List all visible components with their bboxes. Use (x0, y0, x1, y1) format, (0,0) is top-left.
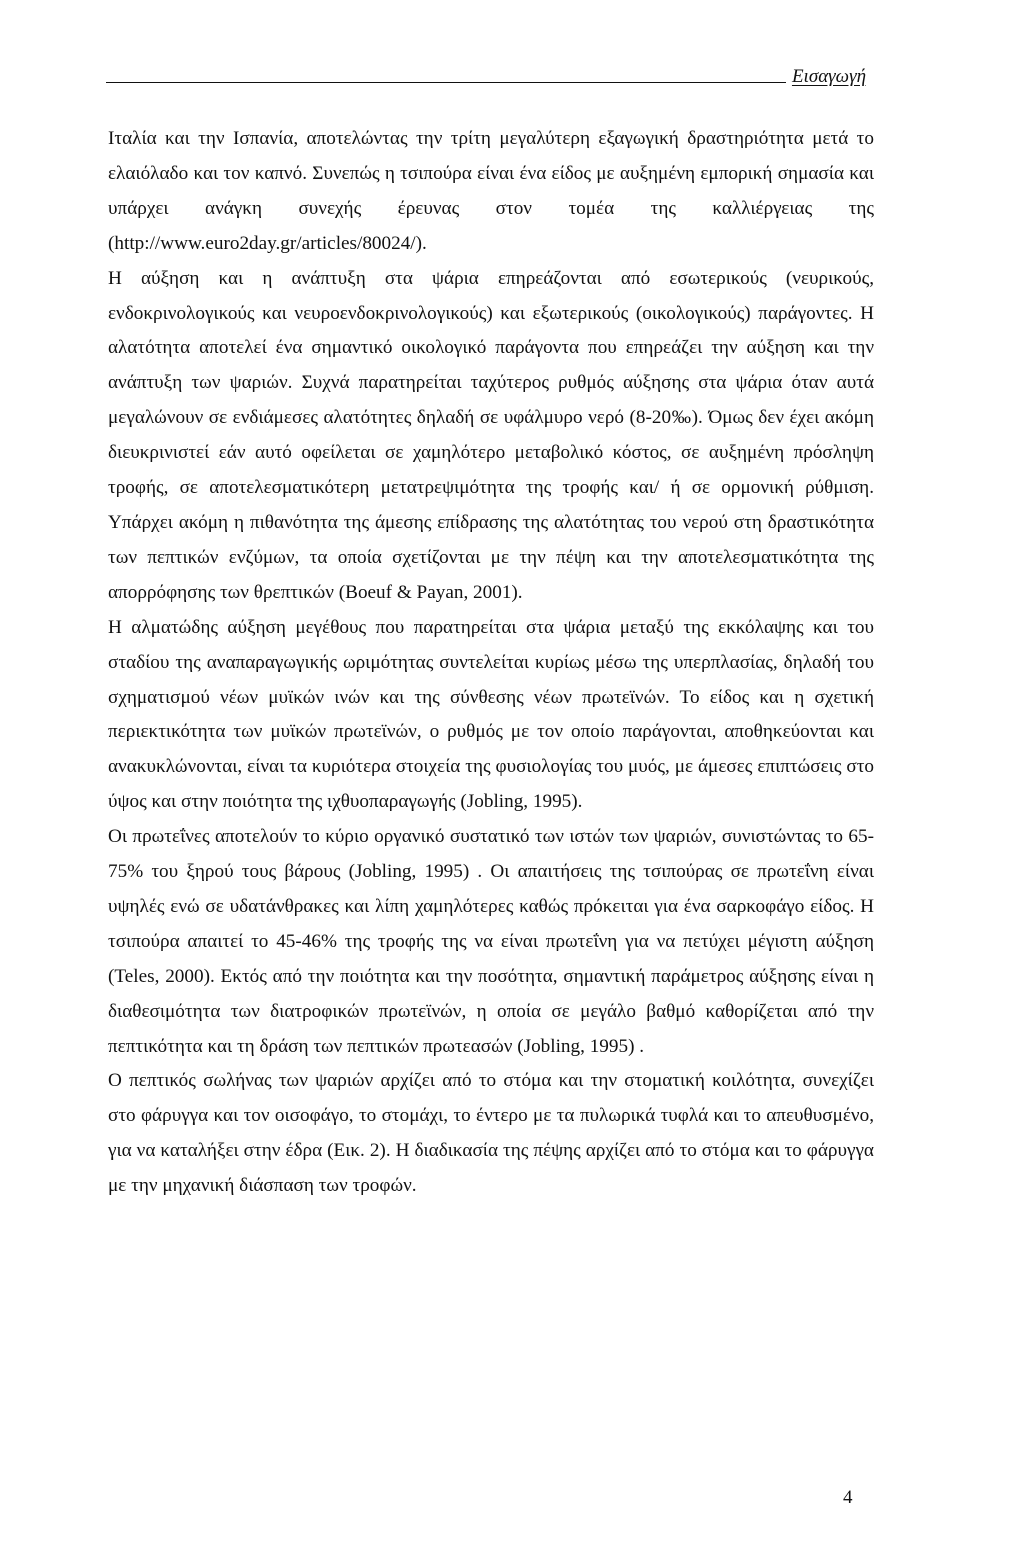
paragraph: Η αλματώδης αύξηση μεγέθους που παρατηρείται στα ψάρια μεταξύ της εκκόλαψης και του σταδίου της αναπαραγωγικής ωριμότητας συντελείται κυρίως μέσω της υπερπλασίας, δηλαδή του σχηματισμού νέων μυϊκών ινών και της σύνθεσης νέων πρωτεϊνών. Το είδος και η σχετική περιεκτικότητα των μυϊκών πρωτεϊνών, ο ρυθμός με τον οποίο παράγονται, αποθηκεύονται και ανακυκλώνονται, είναι τα κυριότερα στοιχεία της φυσιολογίας του μυός, με άμεσες επιπτώσεις στο ύψος και στην ποιότητα της ιχθυοπαραγωγής (Jobling, 1995). (108, 616, 874, 813)
body-text (108, 122, 874, 1204)
header-rule (106, 82, 866, 83)
section-title: Εισαγωγή (786, 66, 866, 88)
paragraph: Ο πεπτικός σωλήνας των ψαριών αρχίζει από το στόμα και την στοματική κοιλότητα, συνεχίζει στο φάρυγγα και τον οισοφάγο, το στομάχι, το έντερο με τα πυλωρικά τυφλά και το απευθυσμένο, για να καταλήξει στην έδρα (Εικ. 2). Η διαδικασία της πέψης αρχίζει από το στόμα και το φάρυγγα με την μηχανική διάσπαση των τροφών. (108, 1070, 874, 1197)
page-number: 4 (843, 1487, 853, 1508)
paragraph: Οι πρωτεΐνες αποτελούν το κύριο οργανικό συστατικό των ιστών των ψαριών, συνιστώντας το 65-75% του ξηρού τους βάρους (Jobling, 1995) . Οι απαιτήσεις της τσιπούρας σε πρωτεΐνη είναι υψηλές ενώ σε υδατάνθρακες και λίπη χαμηλότερες καθώς πρόκειται για ένα σαρκοφάγο είδος. Η τσιπούρα απαιτεί το 45-46% της τροφής της να είναι πρωτεΐνη για να πετύχει μέγιστη αύξηση (Teles, 2000). Εκτός από την ποιότητα και την ποσότητα, σημαντική παράμετρος αύξησης είναι η διαθεσιμότητα των διατροφικών πρωτεϊνών, η οποία σε μεγάλο βαθμό καθορίζεται από την πεπτικότητα και τη δράση των πεπτικών πρωτεασών (Jobling, 1995) . (108, 826, 874, 1057)
paragraph: Ιταλία και την Ισπανία, αποτελώντας την τρίτη μεγαλύτερη εξαγωγική δραστηριότητα μετά το ελαιόλαδο και τον καπνό. Συνεπώς η τσιπούρα είναι ένα είδος με αυξημένη εμπορική σημασία και υπάρχει ανάγκη συνεχής έρευνας στον τομέα της καλλιέργειας της (http://www.euro2day.gr/articles/80024/). (108, 128, 874, 254)
paragraph: Η αύξηση και η ανάπτυξη στα ψάρια επηρεάζονται από εσωτερικούς (νευρικούς, ενδοκρινολογικούς και νευροενδοκρινολογικούς) και εξωτερικούς (οικολογικούς) παράγοντες. Η αλατότητα αποτελεί ένα σημαντικό οικολογικό παράγοντα που επηρεάζει την αύξηση και την ανάπτυξη των ψαριών. Συχνά παρατηρείται ταχύτερος ρυθμός αύξησης στα ψάρια όταν αυτά μεγαλώνουν σε ενδιάμεσες αλατότητες δηλαδή σε υφάλμυρο νερό (8-20‰). Όμως δεν έχει ακόμη διευκρινιστεί εάν αυτό οφείλεται σε χαμηλότερο μεταβολικό κόστος, σε αυξημένη πρόσληψη τροφής, σε αποτελεσματικότερη μετατρεψιμότητα της τροφής και/ ή σε ορμονική ρύθμιση. Υπάρχει ακόμη η πιθανότητα της άμεσης επίδρασης της αλατότητας του νερού στη δραστικότητα των πεπτικών ενζύμων, τα οποία σχετίζονται με την πέψη και την αποτελεσματικότητα της απορρόφησης των θρεπτικών (Boeuf & Payan, 2001). (108, 267, 874, 603)
